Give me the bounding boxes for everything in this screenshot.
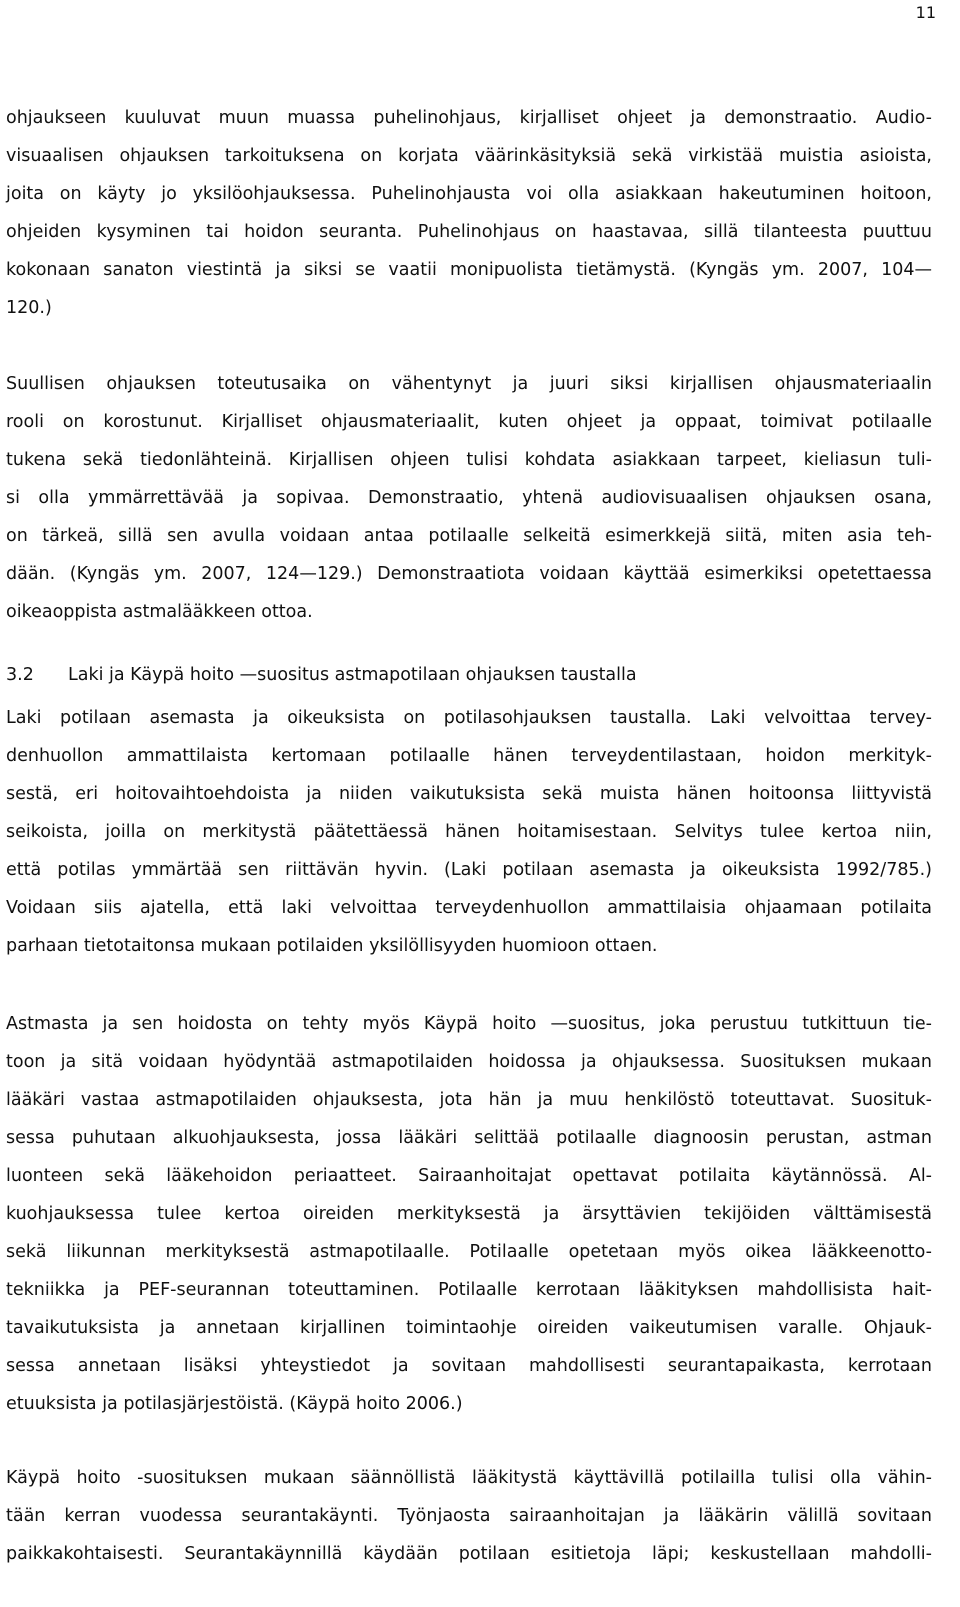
text-line: Käypä hoito -suosituksen mukaan säännöllistä lääkitystä käyttävillä potilailla tulisi olla vähin-: [6, 1468, 932, 1488]
text-line: ohjeiden kysyminen tai hoidon seuranta. Puhelinohjaus on haastavaa, sillä tilanteesta puuttuu: [6, 222, 932, 242]
text-line: sessa annetaan lisäksi yhteystiedot ja sovitaan mahdollisesti seurantapaikasta, kerrotaan: [6, 1356, 932, 1376]
text-line: oikeaoppista astmalääkkeen ottoa.: [6, 602, 313, 622]
text-line: lääkäri vastaa astmapotilaiden ohjauksesta, jota hän ja muu henkilöstö toteuttavat. Suosituk-: [6, 1090, 932, 1110]
text-line: luonteen sekä lääkehoidon periaatteet. Sairaanhoitajat opettavat potilaita käytännössä. Al-: [6, 1166, 932, 1186]
text-line: Voidaan siis ajatella, että laki velvoittaa terveydenhuollon ammattilaisia ohjaamaan potilaita: [6, 898, 932, 918]
text-line: paikkakohtaisesti. Seurantakäynnillä käydään potilaan esitietoja läpi; keskustellaan mahdolli-: [6, 1544, 932, 1564]
section-number: 3.2: [6, 665, 34, 685]
text-line: Laki potilaan asemasta ja oikeuksista on potilasohjauksen taustalla. Laki velvoittaa tervey-: [6, 708, 932, 728]
text-line: tavaikutuksista ja annetaan kirjallinen toimintaohje oireiden vaikeutumisen varalle. Ohjauk-: [6, 1318, 932, 1338]
text-line: 120.): [6, 298, 52, 318]
text-line: kuohjauksessa tulee kertoa oireiden merkityksestä ja ärsyttävien tekijöiden välttämisestä: [6, 1204, 932, 1224]
text-line: Astmasta ja sen hoidosta on tehty myös Käypä hoito —suositus, joka perustuu tutkittuun tie-: [6, 1014, 932, 1034]
text-line: tekniikka ja PEF-seurannan toteuttaminen. Potilaalle kerrotaan lääkityksen mahdollisista hait-: [6, 1280, 932, 1300]
text-line: toon ja sitä voidaan hyödyntää astmapotilaiden hoidossa ja ohjauksessa. Suosituksen mukaan: [6, 1052, 932, 1072]
text-line: kokonaan sanaton viestintä ja siksi se vaatii monipuolista tietämystä. (Kyngäs ym. 2007, 104—: [6, 260, 932, 280]
text-line: on tärkeä, sillä sen avulla voidaan antaa potilaalle selkeitä esimerkkejä siitä, miten asia teh-: [6, 526, 932, 546]
text-line: tukena sekä tiedonlähteinä. Kirjallisen ohjeen tulisi kohdata asiakkaan tarpeet, kieliasun tuli-: [6, 450, 932, 470]
text-line: ohjaukseen kuuluvat muun muassa puhelinohjaus, kirjalliset ohjeet ja demonstraatio. Audio-: [6, 108, 932, 128]
page-number: 11: [915, 3, 936, 22]
text-line: parhaan tietotaitonsa mukaan potilaiden yksilöllisyyden huomioon ottaen.: [6, 936, 658, 956]
section-title: Laki ja Käypä hoito —suositus astmapotilaan ohjauksen taustalla: [68, 665, 637, 685]
text-line: sekä liikunnan merkityksestä astmapotilaalle. Potilaalle opetetaan myös oikea lääkkeenotto-: [6, 1242, 932, 1262]
text-line: joita on käyty jo yksilöohjauksessa. Puhelinohjausta voi olla asiakkaan hakeutuminen hoitoon,: [6, 184, 932, 204]
text-line: etuuksista ja potilasjärjestöistä. (Käypä hoito 2006.): [6, 1394, 463, 1414]
text-line: sessa puhutaan alkuohjauksesta, jossa lääkäri selittää potilaalle diagnoosin perustan, astman: [6, 1128, 932, 1148]
text-line: Suullisen ohjauksen toteutusaika on vähentynyt ja juuri siksi kirjallisen ohjausmateriaalin: [6, 374, 932, 394]
text-line: tään kerran vuodessa seurantakäynti. Työnjaosta sairaanhoitajan ja lääkärin välillä sovitaan: [6, 1506, 932, 1526]
text-line: että potilas ymmärtää sen riittävän hyvin. (Laki potilaan asemasta ja oikeuksista 1992/785.): [6, 860, 932, 880]
text-line: dään. (Kyngäs ym. 2007, 124—129.) Demonstraatiota voidaan käyttää esimerkiksi opetettaessa: [6, 564, 932, 584]
text-line: denhuollon ammattilaista kertomaan potilaalle hänen terveydentilastaan, hoidon merkityk-: [6, 746, 932, 766]
text-line: visuaalisen ohjauksen tarkoituksena on korjata väärinkäsityksiä sekä virkistää muistia asioista,: [6, 146, 932, 166]
text-line: si olla ymmärrettävää ja sopivaa. Demonstraatio, yhtenä audiovisuaalisen ohjauksen osana,: [6, 488, 932, 508]
text-line: rooli on korostunut. Kirjalliset ohjausmateriaalit, kuten ohjeet ja oppaat, toimivat potilaalle: [6, 412, 932, 432]
text-line: sestä, eri hoitovaihtoehdoista ja niiden vaikutuksista sekä muista hänen hoitoonsa liittyvistä: [6, 784, 932, 804]
text-line: seikoista, joilla on merkitystä päätettäessä hänen hoitamisestaan. Selvitys tulee kertoa niin,: [6, 822, 932, 842]
